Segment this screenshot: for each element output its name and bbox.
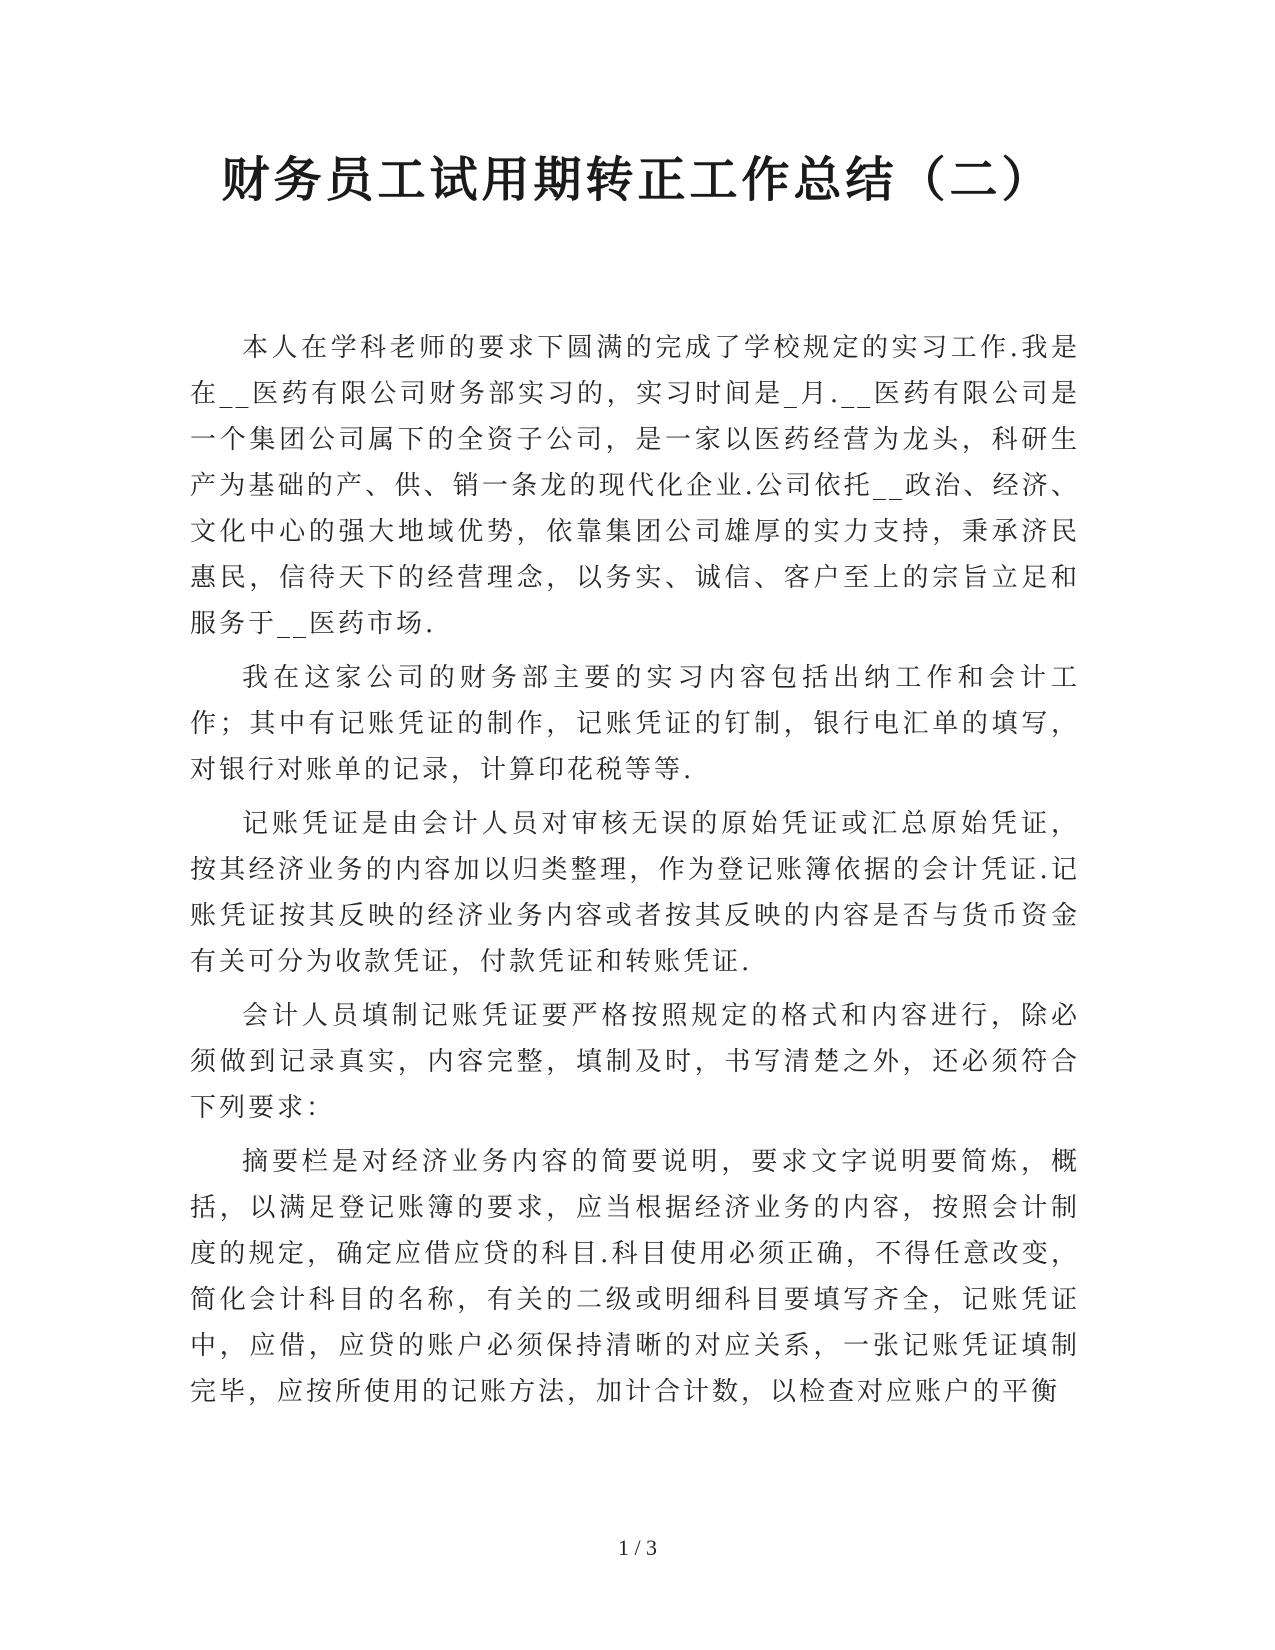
page-number: 1 / 3 [617, 1535, 658, 1560]
paragraph-2: 我在这家公司的财务部主要的实习内容包括出纳工作和会计工作；其中有记账凭证的制作，记账凭证的钉制，银行电汇单的填写，对银行对账单的记录，计算印花税等等. [190, 663, 1080, 785]
paragraph-1: 本人在学科老师的要求下圆满的完成了学校规定的实习工作.我是在__医药有限公司财务部实习的，实习时间是_月.__医药有限公司是一个集团公司属下的全资子公司，是一家以医药经营为龙头，科研生产为基础的产、供、销一条龙的现代化企业.公司依托__政治、经济、文化中心的强大地域优势，依靠集团公司雄厚的实力支持，秉承济民惠民，信待天下的经营理念，以务实、诚信、客户至上的宗旨立足和服务于__医药市场. [190, 333, 1080, 639]
document-body [190, 325, 1080, 1423]
paragraph-3: 记账凭证是由会计人员对审核无误的原始凭证或汇总原始凭证，按其经济业务的内容加以归类整理，作为登记账簿依据的会计凭证.记账凭证按其反映的经济业务内容或者按其反映的内容是否与货币资金有关可分为收款凭证，付款凭证和转账凭证. [190, 809, 1080, 977]
paragraph-4: 会计人员填制记账凭证要严格按照规定的格式和内容进行，除必须做到记录真实，内容完整，填制及时，书写清楚之外，还必须符合下列要求： [190, 1001, 1080, 1123]
document-title: 财务员工试用期转正工作总结（二） [221, 152, 1054, 208]
paragraph-5: 摘要栏是对经济业务内容的简要说明，要求文字说明要简炼，概括，以满足登记账簿的要求，应当根据经济业务的内容，按照会计制度的规定，确定应借应贷的科目.科目使用必须正确，不得任意改变，简化会计科目的名称，有关的二级或明细科目要填写齐全，记账凭证中，应借，应贷的账户必须保持清晰的对应关系，一张记账凭证填制完毕，应按所使用的记账方法，加计合计数，以检查对应账户的平衡 [190, 1147, 1080, 1407]
